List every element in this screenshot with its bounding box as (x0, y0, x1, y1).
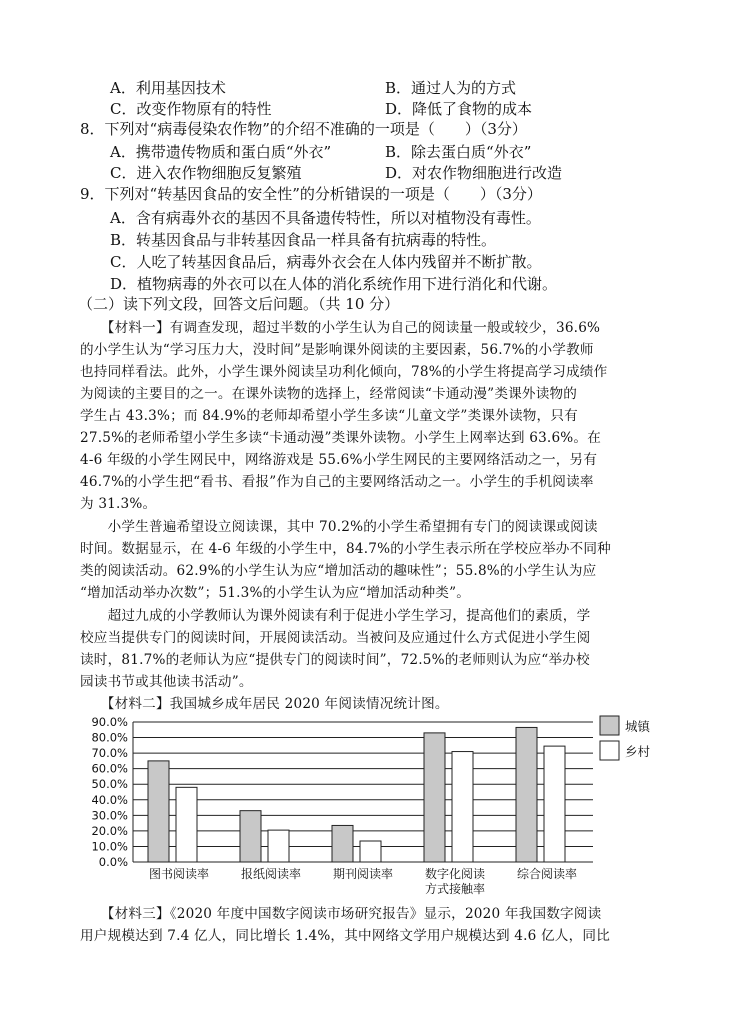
q8-option-b: B．除去蛋白质“外衣” (385, 143, 532, 161)
q9-option-a: A．含有病毒外衣的基因不具备遗传特性，所以对植物没有毒性。 (110, 209, 541, 227)
y-tick-label: 10.0% (91, 839, 128, 854)
section-heading: （二）读下列文段，回答文后问题。（共 10 分） (78, 295, 400, 313)
material1-line: 为阅读的主要目的之一。在课外读物的选择上，经常阅读“卡通动漫”类课外读物的 (80, 386, 578, 402)
y-tick-label: 60.0% (91, 761, 128, 776)
bar-城镇 (240, 811, 261, 862)
y-tick-label: 90.0% (91, 715, 128, 729)
x-tick-label: 数字化阅读 (424, 867, 486, 881)
q7-option-a: A．利用基因技术 (110, 79, 226, 97)
bar-城镇 (516, 727, 537, 862)
bar-城镇 (332, 825, 353, 862)
y-tick-label: 50.0% (91, 777, 128, 792)
q8-option-a: A．携带遗传物质和蛋白质“外衣” (110, 143, 332, 161)
q9-stem: 9．下列对“转基因食品的安全性”的分析错误的一项是（ ）（3分） (80, 185, 542, 203)
material1-line: 也持同样看法。此外，小学生课外阅读呈功利化倾向，78%的小学生将提高学习成绩作 (80, 364, 608, 380)
q8-option-d: D．对农作物细胞进行改造 (385, 164, 563, 182)
y-tick-label: 20.0% (91, 823, 128, 838)
q7-option-b: B．通过人为的方式 (385, 79, 517, 97)
bar-乡村 (268, 830, 289, 862)
y-tick-label: 80.0% (91, 730, 128, 745)
reading-rate-chart (88, 712, 668, 898)
bar-乡村 (360, 841, 381, 862)
material1-line: 为 31.3%。 (80, 496, 157, 512)
x-tick-label: 报纸阅读率 (240, 867, 302, 881)
material3-line: 【材料三】《2020 年度中国数字阅读市场研究报告》显示，2020 年我国数字阅读 (80, 906, 602, 922)
material1-line: 园读书节或其他读书活动”。 (80, 674, 253, 690)
legend-label: 乡村 (625, 744, 651, 759)
material1-line: 类的阅读活动。62.9%的小学生认为应“增加活动的趣味性”；55.8%的小学生认为应 (80, 563, 597, 579)
material1-line: 小学生普遍希望设立阅读课，其中 70.2%的小学生希望拥有专门的阅读课或阅读 (80, 519, 598, 535)
material1-line: 读时，81.7%的老师认为应“提供专门的阅读时间”，72.5%的老师则认为应“举办校 (80, 652, 590, 668)
y-tick-label: 30.0% (91, 808, 128, 823)
x-tick-label: 综合阅读率 (516, 867, 578, 881)
q9-option-c: C．人吃了转基因食品后，病毒外衣会在人体内残留并不断扩散。 (110, 253, 542, 271)
material1-line: 4-6 年级的小学生网民中，网络游戏是 55.6%小学生网民的主要网络活动之一，另有 (80, 452, 598, 468)
y-tick-label: 40.0% (91, 792, 128, 807)
q9-option-b: B．转基因食品与非转基因食品一样具备有抗病毒的特性。 (110, 231, 497, 249)
material1-line: 46.7%的小学生把“看书、看报”作为自己的主要网络活动之一。小学生的手机阅读率 (80, 474, 594, 490)
y-tick-label: 70.0% (91, 746, 128, 761)
legend-label: 城镇 (625, 719, 651, 734)
material1-line: 【材料一】有调查发现，超过半数的小学生认为自己的阅读量一般或较少，36.6% (80, 320, 601, 336)
q8-stem: 8．下列对“病毒侵染农作物”的介绍不准确的一项是（ ）（3分） (80, 120, 527, 138)
q7-option-d: D．降低了食物的成本 (385, 100, 533, 118)
bar-乡村 (544, 746, 565, 862)
material3-line: 用户规模达到 7.4 亿人，同比增长 1.4%，其中网络文学用户规模达到 4.6 亿人，同比 (80, 928, 610, 944)
y-tick-label: 0.0% (98, 855, 128, 869)
bar-乡村 (176, 787, 197, 862)
material1-line: 27.5%的老师希望小学生多读“卡通动漫”类课外读物。小学生上网率达到 63.6%。在 (80, 430, 601, 446)
material1-line: 的小学生认为“学习压力大，没时间”是影响课外阅读的主要因素，56.7%的小学教师 (80, 342, 594, 358)
material1-line: 超过九成的小学教师认为课外阅读有利于促进小学生学习，提高他们的素质，学 (80, 608, 591, 624)
legend-swatch (600, 716, 619, 735)
material2-title: 【材料二】我国城乡成年居民 2020 年阅读情况统计图。 (80, 696, 449, 712)
x-tick-label: 方式接触率 (424, 882, 486, 896)
x-tick-label: 图书阅读率 (148, 867, 210, 881)
material1-line: 校应当提供专门的阅读时间，开展阅读活动。当被问及应通过什么方式促进小学生阅 (80, 630, 591, 646)
q7-option-c: C．改变作物原有的特性 (110, 100, 272, 118)
q8-option-c: C．进入农作物细胞反复繁殖 (110, 164, 302, 182)
material1-line: 学生占 43.3%；而 84.9%的老师却希望小学生多读“儿童文学”类课外读物，只有 (80, 408, 578, 424)
material1-line: 时间。数据显示，在 4-6 年级的小学生中，84.7%的小学生表示所在学校应举办不同种 (80, 541, 611, 557)
bar-城镇 (424, 733, 445, 862)
legend-swatch (600, 741, 619, 760)
bar-乡村 (452, 752, 473, 862)
material1-line: “增加活动举办次数”；51.3%的小学生认为应“增加活动种类”。 (80, 585, 471, 601)
bar-城镇 (148, 761, 169, 862)
x-tick-label: 期刊阅读率 (332, 867, 394, 881)
q9-option-d: D．植物病毒的外衣可以在人体的消化系统作用下进行消化和代谢。 (110, 275, 558, 293)
